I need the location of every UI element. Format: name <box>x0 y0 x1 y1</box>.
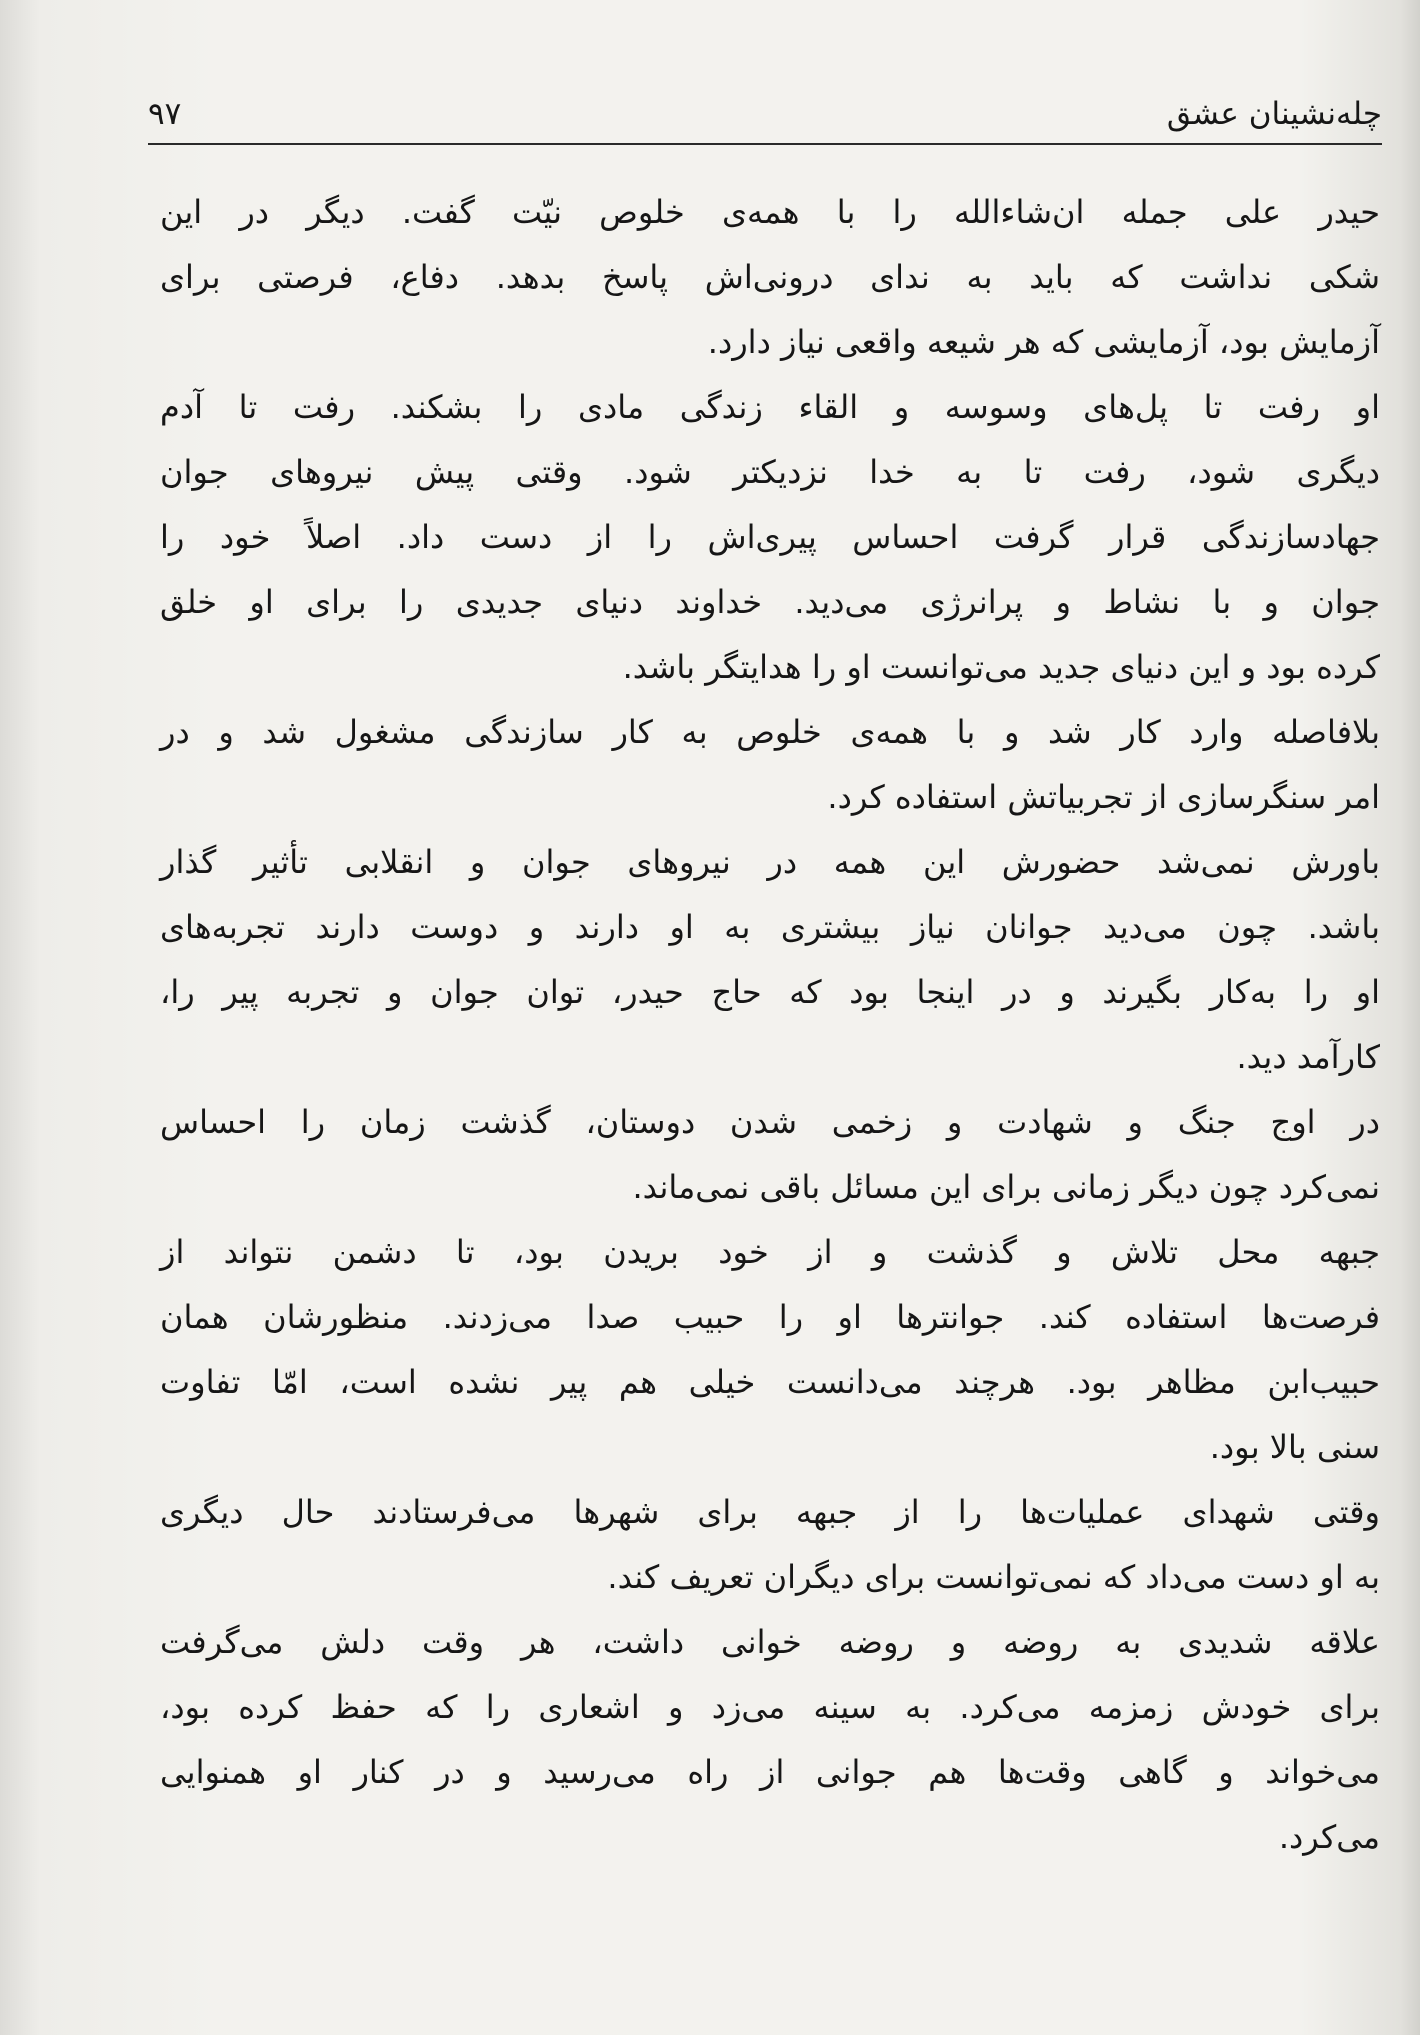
text-line: جبهه محل تلاش و گذشت و از خود بریدن بود، تا دشمن نتواند از <box>160 1233 1380 1271</box>
text-line: باورش نمی‌شد حضورش این همه در نیروهای جوان و انقلابی تأثیر گذار <box>160 843 1380 881</box>
header-rule <box>148 143 1382 145</box>
page-number: ۹۷ <box>148 96 182 132</box>
paragraph-6 <box>160 1220 1380 1480</box>
text-line: به او دست می‌داد که نمی‌توانست برای دیگران تعریف کند. <box>607 1558 1380 1596</box>
paragraph-2 <box>160 375 1380 700</box>
text-line: وقتی شهدای عملیات‌ها را از جبهه برای شهرها می‌فرستادند حال دیگری <box>160 1493 1380 1531</box>
paragraph-5 <box>160 1090 1380 1220</box>
paragraph-1 <box>160 180 1380 375</box>
text-line: او را به‌کار بگیرند و در اینجا بود که حاج حیدر، توان جوان و تجربه پیر را، <box>160 973 1380 1011</box>
text-line: بلافاصله وارد کار شد و با همه‌ی خلوص به کار سازندگی مشغول شد و در <box>160 713 1380 751</box>
text-line: حیدر علی جمله ان‌شاءالله را با همه‌ی خلوص نیّت گفت. دیگر در این <box>160 193 1380 231</box>
text-line: امر سنگرسازی از تجربیاتش استفاده کرد. <box>827 778 1380 816</box>
text-line: نمی‌کرد چون دیگر زمانی برای این مسائل باقی نمی‌ماند. <box>632 1168 1380 1206</box>
body-text <box>160 180 1380 1870</box>
text-line: آزمایش بود، آزمایشی که هر شیعه واقعی نیاز دارد. <box>707 323 1380 361</box>
text-line: می‌کرد. <box>1278 1818 1380 1856</box>
text-line: برای خودش زمزمه می‌کرد. به سینه می‌زد و اشعاری را که حفظ کرده بود، <box>160 1688 1380 1726</box>
text-line: سنی بالا بود. <box>1209 1428 1380 1466</box>
paragraph-8 <box>160 1610 1380 1870</box>
text-line: دیگری شود، رفت تا به خدا نزدیکتر شود. وقتی پیش نیروهای جوان <box>160 453 1380 491</box>
paragraph-4 <box>160 830 1380 1090</box>
text-line: باشد. چون می‌دید جوانان نیاز بیشتری به او دارند و دوست دارند تجربه‌های <box>160 908 1380 946</box>
text-line: جوان و با نشاط و پرانرژی می‌دید. خداوند دنیای جدیدی را برای او خلق <box>160 583 1380 621</box>
book-title: چله‌نشینان عشق <box>1166 96 1382 132</box>
text-line: علاقه شدیدی به روضه و روضه خوانی داشت، هر وقت دلش می‌گرفت <box>160 1623 1380 1661</box>
text-line: شکی نداشت که باید به ندای درونی‌اش پاسخ بدهد. دفاع، فرصتی برای <box>160 258 1380 296</box>
text-line: جهادسازندگی قرار گرفت احساس پیری‌اش را از دست داد. اصلاً خود را <box>160 518 1380 556</box>
text-line: کرده بود و این دنیای جدید می‌توانست او را هدایتگر باشد. <box>622 648 1380 686</box>
text-line: در اوج جنگ و شهادت و زخمی شدن دوستان، گذشت زمان را احساس <box>160 1103 1380 1141</box>
text-line: حبیب‌ابن مظاهر بود. هرچند می‌دانست خیلی هم پیر نشده است، امّا تفاوت <box>160 1363 1380 1401</box>
text-line: او رفت تا پل‌های وسوسه و القاء زندگی مادی را بشکند. رفت تا آدم <box>160 388 1380 426</box>
text-line: کارآمد دید. <box>1236 1038 1380 1076</box>
paragraph-7 <box>160 1480 1380 1610</box>
text-line: می‌خواند و گاهی وقت‌ها هم جوانی از راه می‌رسید و در کنار او همنوایی <box>160 1753 1380 1791</box>
text-line: فرصت‌ها استفاده کند. جوانترها او را حبیب صدا می‌زدند. منظورشان همان <box>160 1298 1380 1336</box>
paragraph-3 <box>160 700 1380 830</box>
running-header <box>148 92 1382 142</box>
